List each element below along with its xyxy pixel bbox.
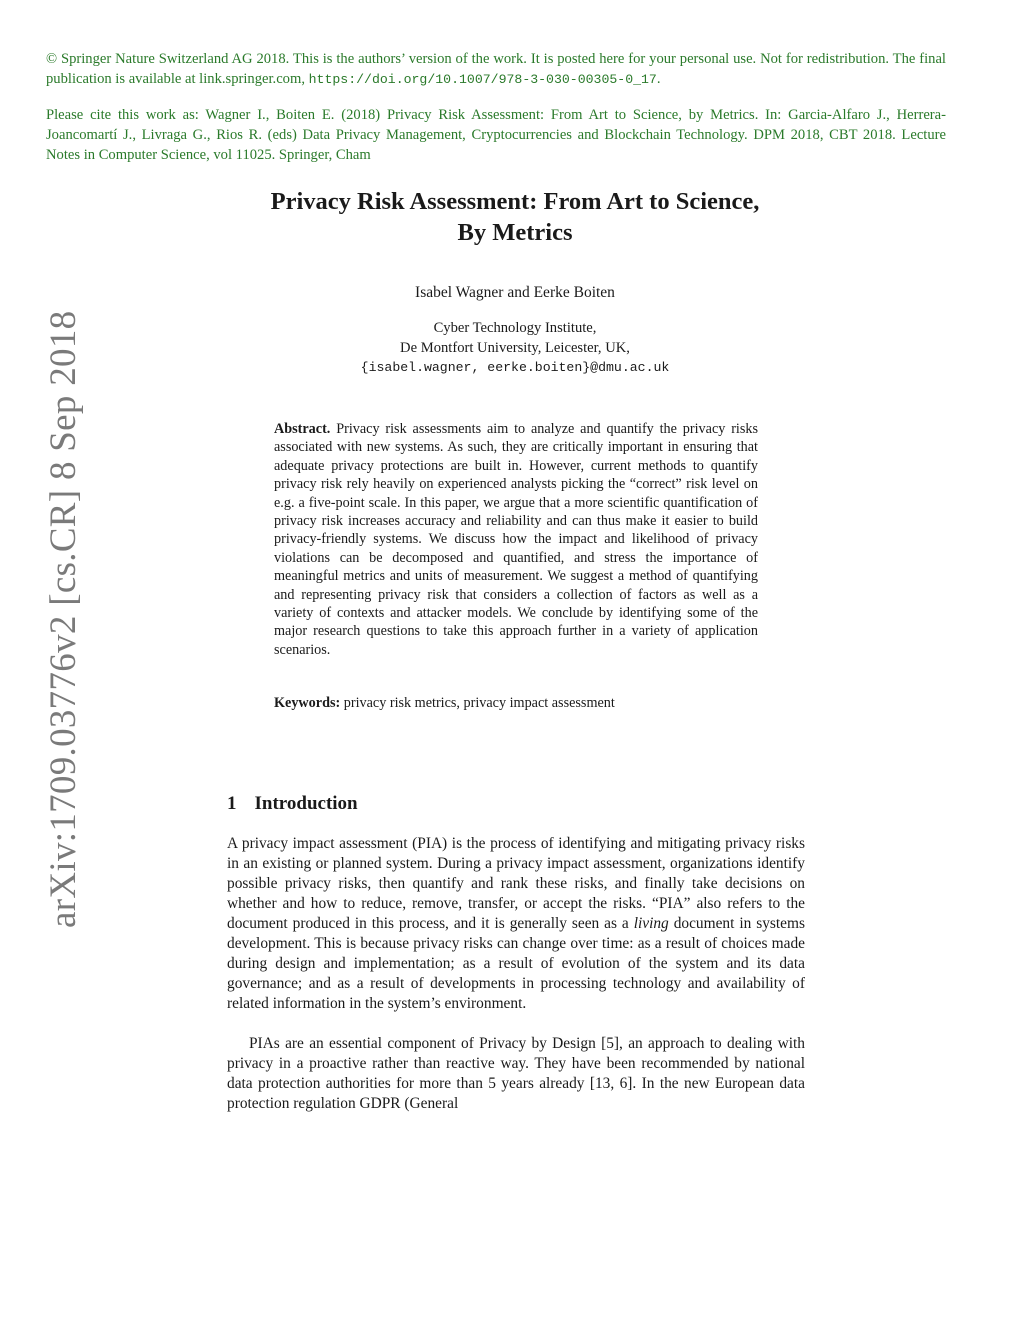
title-line-1: Privacy Risk Assessment: From Art to Science, <box>270 188 760 215</box>
section-heading <box>227 793 358 815</box>
doi-link[interactable]: https://doi.org/10.1007/978-3-030-00305-0_17 <box>308 72 657 87</box>
abstract-label: Abstract. <box>274 421 331 437</box>
body-paragraph-1 <box>227 834 805 1014</box>
body-paragraph-2: PIAs are an essential component of Privacy by Design [5], an approach to dealing with privacy in a proactive rather than reactive way. They have been recommended by national data protection authorities for more than 5 years already [13, 6]. In the new European data protection regulation GDPR (General <box>227 1035 805 1112</box>
title-line-2: By Metrics <box>457 219 573 246</box>
copyright-notice <box>46 49 946 90</box>
author-email: {isabel.wagner, eerke.boiten}@dmu.ac.uk <box>360 360 670 375</box>
abstract <box>274 420 758 659</box>
affiliation <box>200 319 830 378</box>
keywords-text: privacy risk metrics, privacy impact assessment <box>343 695 615 711</box>
copyright-text: Springer Nature Switzerland AG 2018. This is the authors’ version of the work. It is posted here for your personal use. Not for redistribution. The final publication is available at link.springer.com, <box>46 51 946 87</box>
para1-emphasis: living <box>633 915 669 932</box>
arxiv-stamp: arXiv:1709.03776v2 [cs.CR] 8 Sep 2018 <box>43 310 84 928</box>
para1-part-b: document in systems development. This is because privacy risks can change over time: as a result of choices made during design and implementation; as a result of evolution of the system and its data governance; and as a result of developments in processing technology and availability of related information in the system’s environment. <box>227 915 805 1012</box>
keywords-label: Keywords: <box>274 695 341 711</box>
keywords <box>274 694 758 712</box>
abstract-text: Privacy risk assessments aim to analyze and quantify the privacy risks associated with new systems. As such, they are critically important in ensuring that adequate privacy protections are built in. However, current methods to quantify privacy risk rely heavily on experienced analysts picking the “correct” risk level on e.g. a five-point scale. In this paper, we argue that a more scientific quantification of privacy risk increases accuracy and reliability and can thus make it easier to build privacy-friendly systems. We discuss how the impact and likelihood of privacy violations can be decomposed and quantified, and stress the importance of meaningful metrics and units of measurement. We suggest a method of quantifying and representing privacy risk that considers a collection of factors as well as a variety of contexts and attacker models. We conclude by identifying some of the major research questions to take this approach further in a variety of application scenarios. <box>274 421 758 658</box>
affiliation-line-2: De Montfort University, Leicester, UK, <box>400 339 630 356</box>
section-number: 1 <box>227 793 237 814</box>
paper-title <box>200 186 830 248</box>
copyright-symbol: © <box>46 51 58 67</box>
authors: Isabel Wagner and Eerke Boiten <box>415 284 615 301</box>
doi-end: . <box>656 71 661 87</box>
para1-part-a: A privacy impact assessment (PIA) is the process of identifying and mitigating privacy risks in an existing or planned system. During a privacy impact assessment, organizations identify possible privacy risks, then quantify and rank these risks, and finally take decisions on whether and how to reduce, remove, transfer, or accept the risks. “PIA” also refers to the document produced in this process, and it is generally seen as a <box>227 835 805 932</box>
citation-notice: Please cite this work as: Wagner I., Boiten E. (2018) Privacy Risk Assessment: From Art to Science, by Metrics. In: Garcia-Alfaro J., Herrera-Joancomartí J., Livraga G., Rios R. (eds) Data Privacy Management, Cryptocurrencies and Blockchain Technology. DPM 2018, CBT 2018. Lecture Notes in Computer Science, vol 11025. Springer, Cham <box>46 107 946 163</box>
affiliation-line-1: Cyber Technology Institute, <box>433 320 597 336</box>
section-title: Introduction <box>254 793 358 814</box>
